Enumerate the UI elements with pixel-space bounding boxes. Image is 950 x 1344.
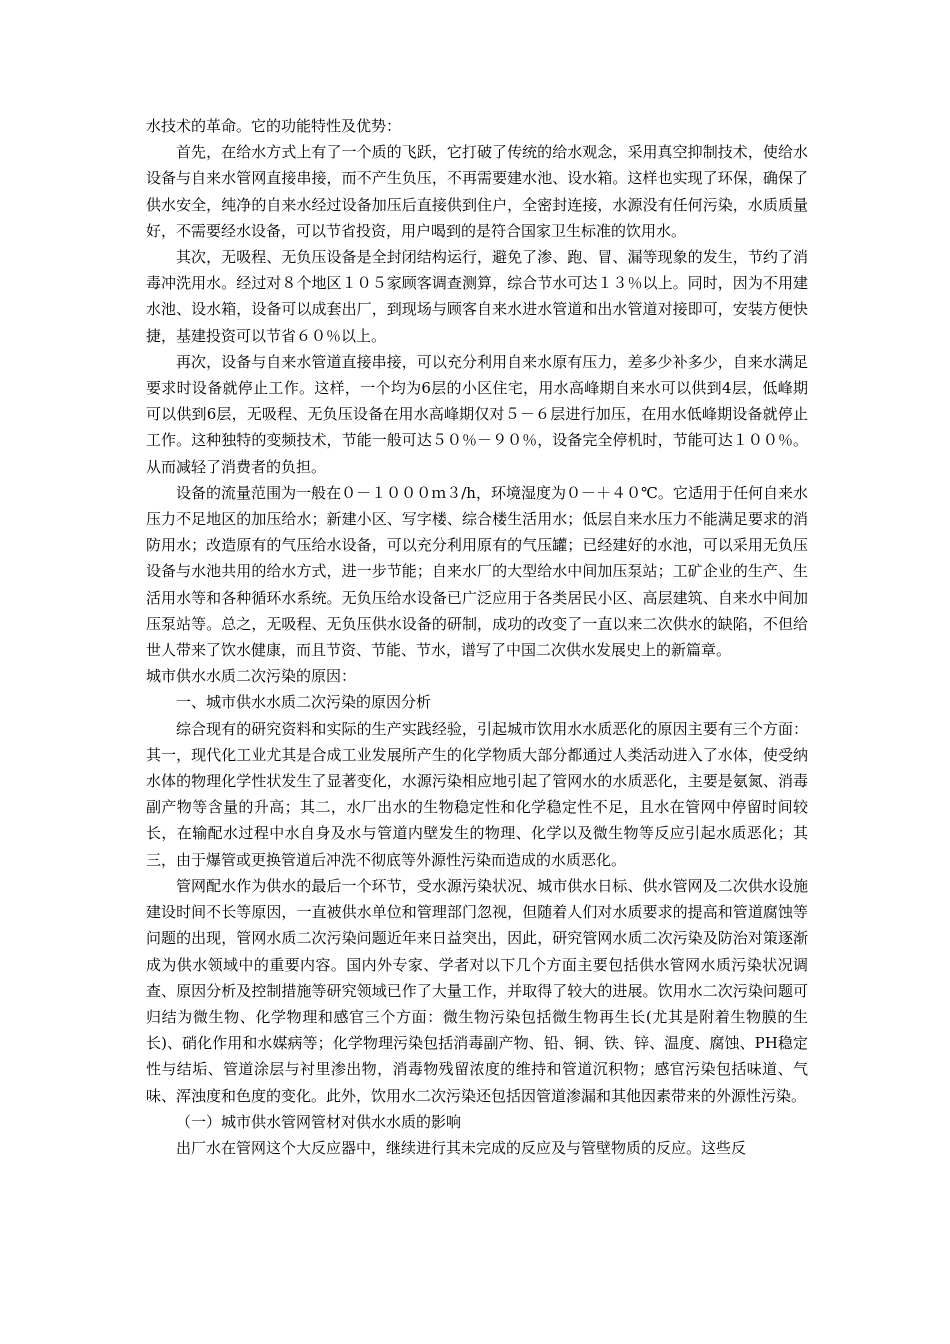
paragraph-pipe-network: 管网配水作为供水的最后一个环节，受水源污染状况、城市供水日标、供水管网及二次供水设施建设时间不长等原因，一直被供水单位和管理部门忽视，但随着人们对水质要求的提高和管道腐蚀等问题的出现，管网水质二次污染问题近年来日益突出，因此，研究管网水质二次污染及防治对策逐渐成为供水领域中的重要内容。国内外专家、学者对以下几个方面主要包括供水管网水质污染状况调查、原因分析及控制措施等研究领域已作了大量工作，并取得了较大的进展。饮用水二次污染问题可归结为微生物、化学物理和感官三个方面：微生物污染包括微生物再生长(尤其是附着生物膜的生长)、硝化作用和水媒病等；化学物理污染包括消毒副产物、铅、铜、铁、锌、温度、腐蚀、PH稳定性与结垢、管道涂层与衬里渗出物，消毒物残留浓度的维持和管道沉积物；感官污染包括味道、气味、浑浊度和色度的变化。此外，饮用水二次污染还包括因管道渗漏和其他因素带来的外源性污染。 [146, 876, 808, 1105]
paragraph-three-causes: 综合现有的研究资料和实际的生产实践经验，引起城市饮用水水质恶化的原因主要有三个方面：其一，现代化工业尤其是合成工业发展所产生的化学物质大部分都通过人类活动进入了水体，使受纳水体的物理化学性状发生了显著变化，水源污染相应地引起了管网水的水质恶化，主要是氨氮、消毒副产物等含量的升高；其二，水厂出水的生物稳定性和化学稳定性不足，且水在管网中停留时间较长，在输配水过程中水自身及水与管道内壁发生的物理、化学以及微生物等反应引起水质恶化；其三，由于爆管或更换管道后冲洗不彻底等外源性污染而造成的水质恶化。 [146, 719, 808, 869]
section-heading-analysis: 一、城市供水水质二次污染的原因分析 [176, 693, 432, 712]
paragraph-intro: 水技术的革命。它的功能特性及优势： [146, 117, 402, 135]
document-body [146, 113, 808, 1161]
paragraph-second-advantage: 其次，无吸程、无负压设备是全封闭结构运行，避免了渗、跑、冒、漏等现象的发生，节约了消毒冲洗用水。经过对８个地区１０５家顾客调查测算，综合节水可达１３％以上。同时，因为不用建水池、设水箱，设备可以成套出厂，到现场与顾客自来水进水管道和出水管道对接即可，安装方便快捷，基建投资可以节省６０％以上。 [146, 248, 808, 345]
section-title-pollution-causes: 城市供水水质二次污染的原因： [146, 667, 357, 686]
paragraph-flow-range: 设备的流量范围为一般在０－１０００ｍ３/h，环境湿度为０－＋４０℃。它适用于任何自来水压力不足地区的加压给水；新建小区、写字楼、综合楼生活用水；低层自来水压力不能满足要求的消防用水；改造原有的气压给水设备，可以充分利用原有的气压罐；已经建好的水池，可以采用无负压设备与水池共用的给水方式，进一步节能；自来水厂的大型给水中间加压泵站；工矿企业的生产、生活用水等和各种循环水系统。无负压给水设备已广泛应用于各类居民小区、高层建筑、自来水中间加压泵站等。总之，无吸程、无负压供水设备的研制，成功的改变了一直以来二次供水的缺陷，不但给世人带来了饮水健康，而且节资、节能、节水，谱写了中国二次供水发展史上的新篇章。 [146, 483, 808, 660]
paragraph-third-advantage: 再次，设备与自来水管道直接串接，可以充分利用自来水原有压力，差多少补多少，自来水满足要求时设备就停止工作。这样，一个均为6层的小区住宅，用水高峰期自来水可以供到4层，低峰期可以供到6层，无吸程、无负压设备在用水高峰期仅对５－６层进行加压，在用水低峰期设备就停止工作。这种独特的变频技术，节能一般可达５０％－９０％，设备完全停机时，节能可达１００％。从而减轻了消费者的负担。 [146, 352, 808, 476]
subsection-heading-pipe-material: （一）城市供水管网管材对供水水质的影响 [176, 1112, 462, 1131]
paragraph-reactor: 出厂水在管网这个大反应器中，继续进行其未完成的反应及与管壁物质的反应。这些反 [176, 1138, 747, 1157]
paragraph-first-advantage: 首先，在给水方式上有了一个质的飞跃，它打破了传统的给水观念，采用真空抑制技术，使给水设备与自来水管网直接串接，而不产生负压，不再需要建水池、设水箱。这样也实现了环保，确保了供水安全，纯净的自来水经过设备加压后直接供到住户，全密封连接，水源没有任何污染，水质质量好，不需要经水设备，可以节省投资，用户喝到的是符合国家卫生标准的饮用水。 [146, 143, 808, 240]
